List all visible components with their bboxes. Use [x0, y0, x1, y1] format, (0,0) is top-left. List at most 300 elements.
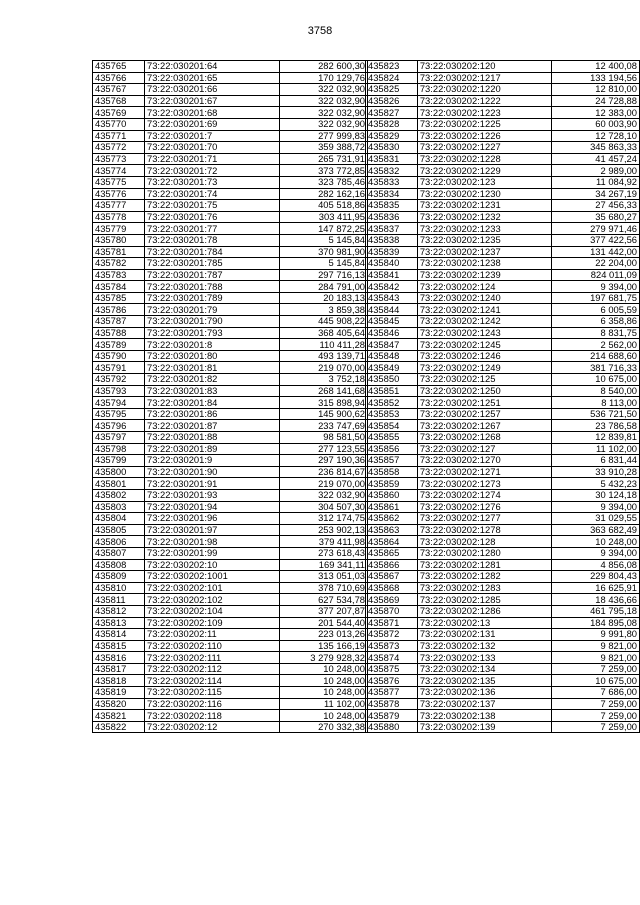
table-row	[366, 165, 640, 177]
cadastral-number-cell: 73:22:030201:84	[145, 397, 280, 409]
record-number-cell: 435783	[93, 269, 145, 281]
cadastral-number-cell: 73:22:030202:1282	[417, 571, 552, 583]
cadastral-number-cell: 73:22:030202:137	[417, 698, 552, 710]
record-number-cell: 435847	[366, 339, 418, 351]
cadastral-value-cell: 9 394,00	[552, 547, 640, 559]
record-number-cell: 435779	[93, 223, 145, 235]
cadastral-number-cell: 73:22:030201:89	[145, 443, 280, 455]
record-number-cell: 435773	[93, 153, 145, 165]
table-row	[366, 130, 640, 142]
record-number-cell: 435839	[366, 246, 418, 258]
table-row	[366, 432, 640, 444]
cadastral-number-cell: 73:22:030202:116	[145, 698, 280, 710]
table-row	[366, 258, 640, 270]
table-row	[366, 176, 640, 188]
cadastral-value-cell: 12 383,00	[552, 107, 640, 119]
cadastral-value-cell: 12 728,10	[552, 130, 640, 142]
cadastral-number-cell: 73:22:030202:1246	[417, 350, 552, 362]
table-row	[93, 234, 368, 246]
cadastral-value-cell: 135 166,19	[280, 640, 368, 652]
record-number-cell: 435842	[366, 281, 418, 293]
cadastral-number-cell: 73:22:030202:123	[417, 176, 552, 188]
table-row	[366, 524, 640, 536]
table-row	[93, 571, 368, 583]
cadastral-value-cell: 265 731,91	[280, 153, 368, 165]
record-number-cell: 435824	[366, 72, 418, 84]
record-number-cell: 435828	[366, 118, 418, 130]
record-number-cell: 435850	[366, 374, 418, 386]
table-row	[366, 617, 640, 629]
table-row	[93, 350, 368, 362]
cadastral-number-cell: 73:22:030202:1226	[417, 130, 552, 142]
record-number-cell: 435854	[366, 420, 418, 432]
table-row	[366, 246, 640, 258]
cadastral-number-cell: 73:22:030201:790	[145, 316, 280, 328]
record-number-cell: 435845	[366, 316, 418, 328]
table-row	[366, 281, 640, 293]
cadastral-value-cell: 23 786,58	[552, 420, 640, 432]
record-number-cell: 435831	[366, 153, 418, 165]
cadastral-value-cell: 461 795,18	[552, 605, 640, 617]
cadastral-value-cell: 147 872,25	[280, 223, 368, 235]
record-number-cell: 435809	[93, 571, 145, 583]
table-row	[93, 339, 368, 351]
cadastral-value-cell: 322 032,90	[280, 95, 368, 107]
cadastral-value-cell: 41 457,24	[552, 153, 640, 165]
record-number-cell: 435768	[93, 95, 145, 107]
cadastral-number-cell: 73:22:030201:78	[145, 234, 280, 246]
table-row	[93, 269, 368, 281]
cadastral-value-cell: 9 821,00	[552, 640, 640, 652]
table-row	[93, 258, 368, 270]
cadastral-number-cell: 73:22:030202:138	[417, 710, 552, 722]
table-row	[93, 397, 368, 409]
cadastral-number-cell: 73:22:030202:114	[145, 675, 280, 687]
cadastral-value-cell: 304 507,30	[280, 501, 368, 513]
table-row	[93, 408, 368, 420]
table-row	[93, 130, 368, 142]
register-table-left	[92, 60, 368, 733]
cadastral-value-cell: 30 124,18	[552, 489, 640, 501]
cadastral-number-cell: 73:22:030202:1273	[417, 478, 552, 490]
cadastral-number-cell: 73:22:030201:99	[145, 547, 280, 559]
cadastral-value-cell: 33 910,28	[552, 466, 640, 478]
cadastral-value-cell: 11 102,00	[552, 443, 640, 455]
table-row	[93, 559, 368, 571]
record-number-cell: 435818	[93, 675, 145, 687]
cadastral-value-cell: 322 032,90	[280, 489, 368, 501]
cadastral-value-cell: 60 003,90	[552, 118, 640, 130]
table-row	[366, 652, 640, 664]
cadastral-value-cell: 201 544,40	[280, 617, 368, 629]
cadastral-number-cell: 73:22:030202:1242	[417, 316, 552, 328]
table-row	[93, 605, 368, 617]
cadastral-value-cell: 10 248,00	[280, 663, 368, 675]
table-row	[366, 234, 640, 246]
cadastral-number-cell: 73:22:030202:1231	[417, 200, 552, 212]
cadastral-number-cell: 73:22:030202:1229	[417, 165, 552, 177]
cadastral-number-cell: 73:22:030202:1245	[417, 339, 552, 351]
cadastral-value-cell: 8 831,75	[552, 327, 640, 339]
record-number-cell: 435851	[366, 385, 418, 397]
cadastral-value-cell: 10 675,00	[552, 675, 640, 687]
cadastral-value-cell: 379 411,98	[280, 536, 368, 548]
cadastral-number-cell: 73:22:030202:115	[145, 687, 280, 699]
cadastral-value-cell: 268 141,68	[280, 385, 368, 397]
cadastral-number-cell: 73:22:030202:124	[417, 281, 552, 293]
cadastral-value-cell: 493 139,71	[280, 350, 368, 362]
cadastral-value-cell: 184 895,08	[552, 617, 640, 629]
cadastral-value-cell: 170 129,76	[280, 72, 368, 84]
cadastral-value-cell: 7 259,00	[552, 663, 640, 675]
cadastral-number-cell: 73:22:030201:79	[145, 304, 280, 316]
table-row	[366, 188, 640, 200]
table-row	[366, 594, 640, 606]
cadastral-number-cell: 73:22:030201:98	[145, 536, 280, 548]
table-row	[366, 698, 640, 710]
cadastral-number-cell: 73:22:030201:96	[145, 513, 280, 525]
record-number-cell: 435870	[366, 605, 418, 617]
record-number-cell: 435774	[93, 165, 145, 177]
table-row	[366, 501, 640, 513]
table-row	[93, 61, 368, 73]
record-number-cell: 435864	[366, 536, 418, 548]
cadastral-number-cell: 73:22:030202:1268	[417, 432, 552, 444]
cadastral-value-cell: 370 981,90	[280, 246, 368, 258]
table-row	[366, 350, 640, 362]
cadastral-number-cell: 73:22:030201:86	[145, 408, 280, 420]
record-number-cell: 435860	[366, 489, 418, 501]
cadastral-number-cell: 73:22:030202:1277	[417, 513, 552, 525]
cadastral-value-cell: 373 772,85	[280, 165, 368, 177]
cadastral-number-cell: 73:22:030201:65	[145, 72, 280, 84]
record-number-cell: 435857	[366, 455, 418, 467]
record-number-cell: 435786	[93, 304, 145, 316]
cadastral-value-cell: 377 422,56	[552, 234, 640, 246]
record-number-cell: 435792	[93, 374, 145, 386]
cadastral-value-cell: 145 900,62	[280, 408, 368, 420]
page-number: 3758	[307, 25, 333, 37]
record-number-cell: 435797	[93, 432, 145, 444]
table-row	[93, 501, 368, 513]
table-row	[366, 339, 640, 351]
cadastral-number-cell: 73:22:030202:128	[417, 536, 552, 548]
record-number-cell: 435875	[366, 663, 418, 675]
cadastral-value-cell: 22 204,00	[552, 258, 640, 270]
table-row	[366, 362, 640, 374]
cadastral-number-cell: 73:22:030202:1267	[417, 420, 552, 432]
record-number-cell: 435832	[366, 165, 418, 177]
cadastral-number-cell: 73:22:030202:1217	[417, 72, 552, 84]
table-row	[93, 432, 368, 444]
record-number-cell: 435878	[366, 698, 418, 710]
cadastral-value-cell: 131 442,00	[552, 246, 640, 258]
table-row	[93, 687, 368, 699]
table-row	[93, 246, 368, 258]
cadastral-number-cell: 73:22:030202:1241	[417, 304, 552, 316]
record-number-cell: 435794	[93, 397, 145, 409]
record-number-cell: 435826	[366, 95, 418, 107]
cadastral-value-cell: 236 814,67	[280, 466, 368, 478]
cadastral-value-cell: 9 821,00	[552, 652, 640, 664]
cadastral-value-cell: 10 248,00	[280, 687, 368, 699]
table-row	[93, 107, 368, 119]
table-row	[93, 443, 368, 455]
record-number-cell: 435873	[366, 640, 418, 652]
cadastral-value-cell: 381 716,33	[552, 362, 640, 374]
cadastral-value-cell: 7 259,00	[552, 698, 640, 710]
record-number-cell: 435784	[93, 281, 145, 293]
cadastral-value-cell: 12 839,81	[552, 432, 640, 444]
cadastral-number-cell: 73:22:030201:93	[145, 489, 280, 501]
record-number-cell: 435816	[93, 652, 145, 664]
cadastral-number-cell: 73:22:030202:132	[417, 640, 552, 652]
cadastral-number-cell: 73:22:030201:67	[145, 95, 280, 107]
cadastral-number-cell: 73:22:030202:1271	[417, 466, 552, 478]
cadastral-value-cell: 270 332,38	[280, 721, 368, 733]
cadastral-number-cell: 73:22:030201:70	[145, 142, 280, 154]
table-row	[93, 176, 368, 188]
cadastral-number-cell: 73:22:030202:135	[417, 675, 552, 687]
cadastral-number-cell: 73:22:030201:81	[145, 362, 280, 374]
table-row	[93, 675, 368, 687]
record-number-cell: 435855	[366, 432, 418, 444]
table-row	[93, 385, 368, 397]
cadastral-value-cell: 9 394,00	[552, 501, 640, 513]
cadastral-value-cell: 34 267,19	[552, 188, 640, 200]
cadastral-number-cell: 73:22:030202:1227	[417, 142, 552, 154]
cadastral-number-cell: 73:22:030201:82	[145, 374, 280, 386]
table-row	[366, 304, 640, 316]
cadastral-value-cell: 6 005,59	[552, 304, 640, 316]
cadastral-value-cell: 282 600,30	[280, 61, 368, 73]
cadastral-value-cell: 359 388,72	[280, 142, 368, 154]
cadastral-number-cell: 73:22:030201:66	[145, 84, 280, 96]
cadastral-number-cell: 73:22:030202:1285	[417, 594, 552, 606]
table-row	[93, 95, 368, 107]
table-row	[93, 721, 368, 733]
record-number-cell: 435817	[93, 663, 145, 675]
record-number-cell: 435852	[366, 397, 418, 409]
record-number-cell: 435766	[93, 72, 145, 84]
record-number-cell: 435815	[93, 640, 145, 652]
record-number-cell: 435825	[366, 84, 418, 96]
table-row	[366, 61, 640, 73]
cadastral-number-cell: 73:22:030202:1240	[417, 292, 552, 304]
cadastral-number-cell: 73:22:030202:1225	[417, 118, 552, 130]
record-number-cell: 435788	[93, 327, 145, 339]
cadastral-number-cell: 73:22:030202:1274	[417, 489, 552, 501]
table-row	[93, 478, 368, 490]
cadastral-number-cell: 73:22:030201:8	[145, 339, 280, 351]
cadastral-value-cell: 7 259,00	[552, 710, 640, 722]
table-row	[366, 536, 640, 548]
record-number-cell: 435767	[93, 84, 145, 96]
cadastral-number-cell: 73:22:030202:1220	[417, 84, 552, 96]
cadastral-value-cell: 322 032,90	[280, 118, 368, 130]
record-number-cell: 435856	[366, 443, 418, 455]
table-row	[93, 629, 368, 641]
record-number-cell: 435805	[93, 524, 145, 536]
cadastral-value-cell: 233 747,69	[280, 420, 368, 432]
record-number-cell: 435823	[366, 61, 418, 73]
cadastral-number-cell: 73:22:030202:1276	[417, 501, 552, 513]
record-number-cell: 435821	[93, 710, 145, 722]
table-row	[93, 142, 368, 154]
cadastral-value-cell: 10 248,00	[280, 710, 368, 722]
cadastral-number-cell: 73:22:030202:1251	[417, 397, 552, 409]
cadastral-value-cell: 323 785,46	[280, 176, 368, 188]
cadastral-value-cell: 279 971,46	[552, 223, 640, 235]
cadastral-number-cell: 73:22:030202:134	[417, 663, 552, 675]
cadastral-number-cell: 73:22:030202:12	[145, 721, 280, 733]
cadastral-value-cell: 6 831,44	[552, 455, 640, 467]
cadastral-number-cell: 73:22:030201:71	[145, 153, 280, 165]
cadastral-number-cell: 73:22:030202:1233	[417, 223, 552, 235]
record-number-cell: 435771	[93, 130, 145, 142]
table-row	[93, 455, 368, 467]
cadastral-value-cell: 10 248,00	[280, 675, 368, 687]
record-number-cell: 435848	[366, 350, 418, 362]
cadastral-value-cell: 445 908,22	[280, 316, 368, 328]
cadastral-number-cell: 73:22:030201:793	[145, 327, 280, 339]
cadastral-value-cell: 12 400,08	[552, 61, 640, 73]
table-row	[93, 188, 368, 200]
cadastral-number-cell: 73:22:030202:120	[417, 61, 552, 73]
table-row	[93, 617, 368, 629]
cadastral-value-cell: 824 011,09	[552, 269, 640, 281]
cadastral-number-cell: 73:22:030202:139	[417, 721, 552, 733]
record-number-cell: 435866	[366, 559, 418, 571]
record-number-cell: 435835	[366, 200, 418, 212]
cadastral-value-cell: 8 113,00	[552, 397, 640, 409]
cadastral-value-cell: 377 207,87	[280, 605, 368, 617]
cadastral-number-cell: 73:22:030202:1286	[417, 605, 552, 617]
cadastral-value-cell: 3 279 928,32	[280, 652, 368, 664]
table-row	[93, 698, 368, 710]
cadastral-value-cell: 277 999,83	[280, 130, 368, 142]
record-number-cell: 435871	[366, 617, 418, 629]
cadastral-value-cell: 229 804,43	[552, 571, 640, 583]
cadastral-number-cell: 73:22:030202:1223	[417, 107, 552, 119]
table-row	[93, 594, 368, 606]
cadastral-number-cell: 73:22:030201:83	[145, 385, 280, 397]
table-row	[93, 316, 368, 328]
cadastral-number-cell: 73:22:030202:136	[417, 687, 552, 699]
table-row	[93, 281, 368, 293]
cadastral-value-cell: 6 358,86	[552, 316, 640, 328]
cadastral-number-cell: 73:22:030202:110	[145, 640, 280, 652]
table-row	[93, 72, 368, 84]
cadastral-value-cell: 363 682,49	[552, 524, 640, 536]
cadastral-value-cell: 313 051,03	[280, 571, 368, 583]
record-number-cell: 435830	[366, 142, 418, 154]
cadastral-value-cell: 18 436,66	[552, 594, 640, 606]
table-row	[366, 466, 640, 478]
record-number-cell: 435801	[93, 478, 145, 490]
table-row	[366, 663, 640, 675]
table-row	[366, 107, 640, 119]
table-row	[366, 721, 640, 733]
record-number-cell: 435798	[93, 443, 145, 455]
cadastral-number-cell: 73:22:030202:1238	[417, 258, 552, 270]
table-row	[93, 165, 368, 177]
table-row	[366, 327, 640, 339]
cadastral-value-cell: 2 562,00	[552, 339, 640, 351]
cadastral-value-cell: 12 810,00	[552, 84, 640, 96]
cadastral-number-cell: 73:22:030201:787	[145, 269, 280, 281]
table-row	[93, 420, 368, 432]
record-number-cell: 435867	[366, 571, 418, 583]
record-number-cell: 435804	[93, 513, 145, 525]
table-row	[366, 605, 640, 617]
cadastral-number-cell: 73:22:030201:72	[145, 165, 280, 177]
record-number-cell: 435781	[93, 246, 145, 258]
table-row	[366, 559, 640, 571]
cadastral-value-cell: 35 680,27	[552, 211, 640, 223]
record-number-cell: 435846	[366, 327, 418, 339]
cadastral-number-cell: 73:22:030202:133	[417, 652, 552, 664]
table-row	[93, 582, 368, 594]
cadastral-value-cell: 7 259,00	[552, 721, 640, 733]
record-number-cell: 435776	[93, 188, 145, 200]
record-number-cell: 435765	[93, 61, 145, 73]
cadastral-number-cell: 73:22:030202:1270	[417, 455, 552, 467]
record-number-cell: 435837	[366, 223, 418, 235]
cadastral-number-cell: 73:22:030201:784	[145, 246, 280, 258]
cadastral-number-cell: 73:22:030202:109	[145, 617, 280, 629]
cadastral-value-cell: 378 710,69	[280, 582, 368, 594]
cadastral-value-cell: 2 989,00	[552, 165, 640, 177]
record-number-cell: 435836	[366, 211, 418, 223]
record-number-cell: 435791	[93, 362, 145, 374]
table-row	[366, 443, 640, 455]
table-row	[366, 513, 640, 525]
cadastral-number-cell: 73:22:030202:118	[145, 710, 280, 722]
cadastral-value-cell: 197 681,75	[552, 292, 640, 304]
table-row	[93, 466, 368, 478]
record-number-cell: 435853	[366, 408, 418, 420]
record-number-cell: 435782	[93, 258, 145, 270]
record-number-cell: 435806	[93, 536, 145, 548]
record-number-cell: 435841	[366, 269, 418, 281]
table-row	[366, 211, 640, 223]
record-number-cell: 435785	[93, 292, 145, 304]
record-number-cell: 435772	[93, 142, 145, 154]
table-row	[366, 223, 640, 235]
table-row	[366, 316, 640, 328]
table-row	[93, 327, 368, 339]
record-number-cell: 435819	[93, 687, 145, 699]
cadastral-value-cell: 24 728,88	[552, 95, 640, 107]
table-row	[93, 663, 368, 675]
table-row	[93, 489, 368, 501]
cadastral-number-cell: 73:22:030201:785	[145, 258, 280, 270]
cadastral-value-cell: 27 456,33	[552, 200, 640, 212]
cadastral-number-cell: 73:22:030202:112	[145, 663, 280, 675]
cadastral-value-cell: 277 123,55	[280, 443, 368, 455]
table-row	[93, 524, 368, 536]
record-number-cell: 435829	[366, 130, 418, 142]
cadastral-number-cell: 73:22:030201:90	[145, 466, 280, 478]
cadastral-value-cell: 98 581,50	[280, 432, 368, 444]
record-number-cell: 435812	[93, 605, 145, 617]
cadastral-number-cell: 73:22:030201:788	[145, 281, 280, 293]
cadastral-number-cell: 73:22:030201:74	[145, 188, 280, 200]
record-number-cell: 435822	[93, 721, 145, 733]
record-number-cell: 435793	[93, 385, 145, 397]
cadastral-number-cell: 73:22:030201:94	[145, 501, 280, 513]
